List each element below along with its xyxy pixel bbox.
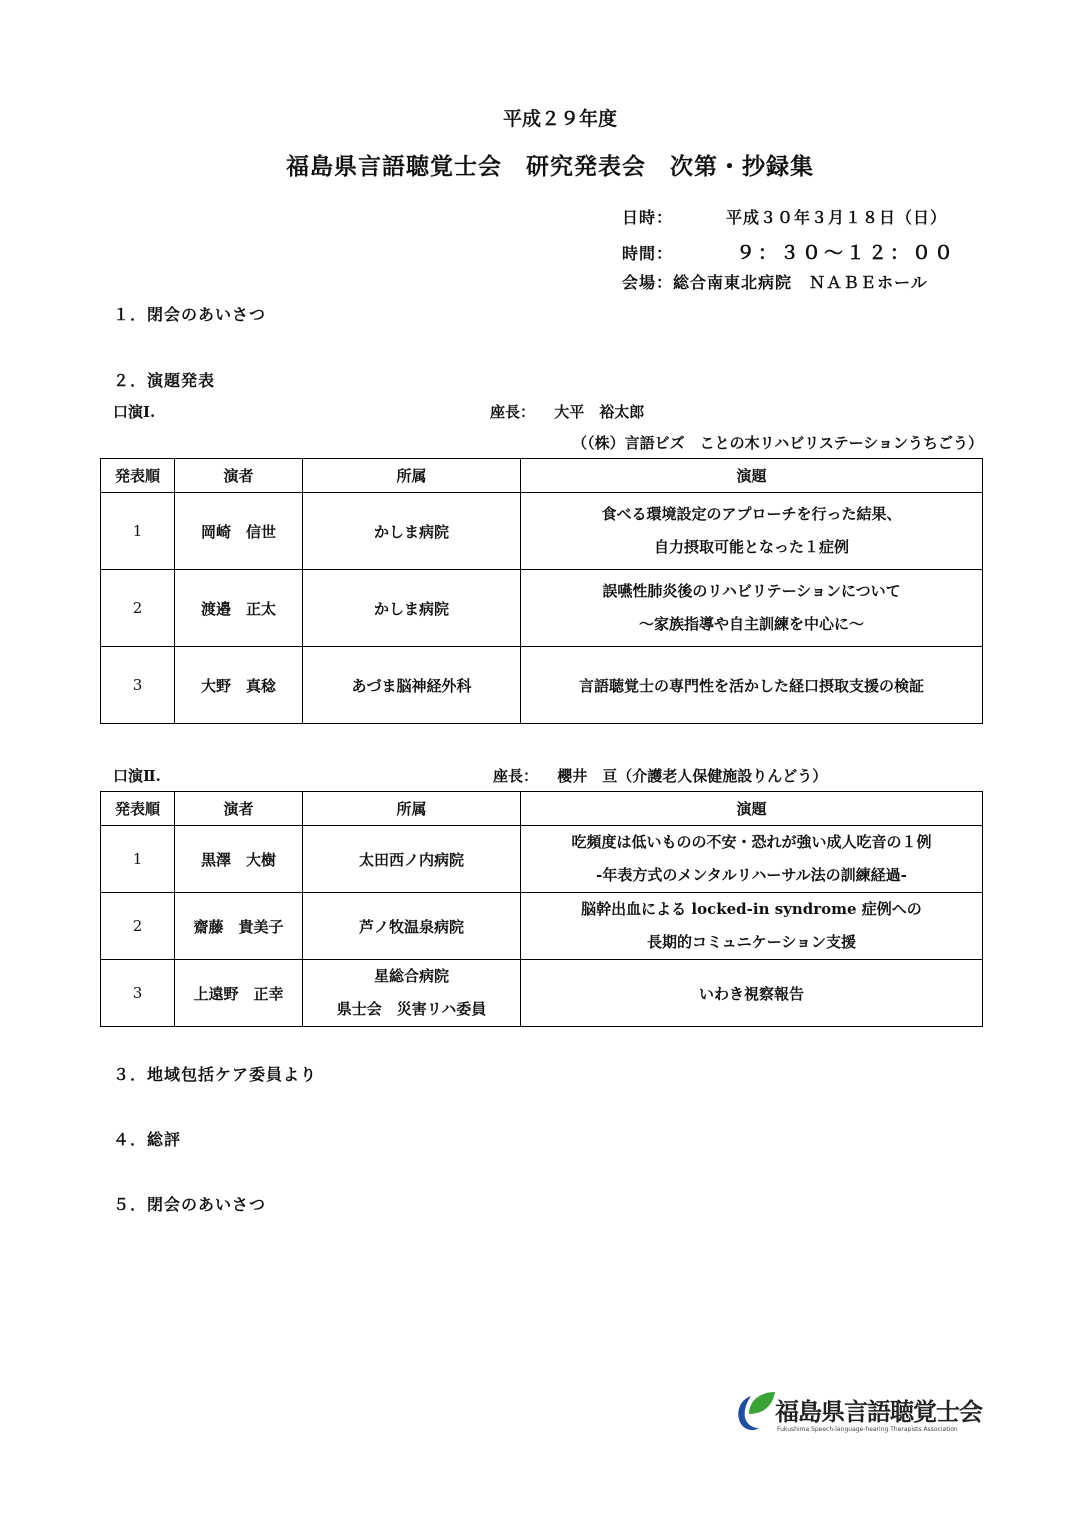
date-line (622, 205, 947, 228)
cell-affiliation: あづま脳神経外科 (303, 647, 521, 724)
cell-affiliation: 芦ノ牧温泉病院 (303, 893, 521, 960)
table-header-row (101, 792, 983, 826)
time-label: 時間： (622, 244, 674, 263)
time-line (622, 238, 956, 265)
leaf-icon (733, 1388, 777, 1434)
header-title: 演題 (521, 459, 983, 493)
association-logo (733, 1388, 993, 1438)
cell-title (521, 570, 983, 647)
session1-table (100, 458, 983, 724)
title-line: 誤嚥性肺炎後のリハビリテーションについて (602, 582, 901, 600)
table-row (101, 493, 983, 570)
fiscal-year: 平成２９年度 (502, 108, 617, 130)
venue-line (622, 270, 928, 293)
cell-order: 2 (101, 570, 175, 647)
cell-title (521, 493, 983, 570)
table-header-row (101, 459, 983, 493)
table-row (101, 570, 983, 647)
header-speaker: 演者 (175, 792, 303, 826)
title-line: 吃頻度は低いものの不安・恐れが強い成人吃音の１例 (571, 833, 932, 851)
session1-chair (490, 401, 644, 422)
cell-title: いわき視察報告 (521, 960, 983, 1027)
date-label: 日時： (622, 208, 674, 227)
logo-name: 福島県言語聴覚士会 (775, 1398, 982, 1426)
session1-label: 口演Ⅰ. (113, 403, 156, 421)
cell-order: 1 (101, 826, 175, 893)
table-row (101, 826, 983, 893)
cell-order: 1 (101, 493, 175, 570)
cell-speaker: 岡崎 信世 (175, 493, 303, 570)
section-opening: １．閉会のあいさつ (113, 305, 267, 324)
title-line: 自力摂取可能となった１症例 (653, 538, 849, 556)
session2-table (100, 791, 983, 1027)
cell-title (521, 893, 983, 960)
header-affiliation: 所属 (303, 792, 521, 826)
session2-label: 口演Ⅱ. (113, 767, 161, 785)
section-presentations: ２．演題発表 (113, 371, 216, 390)
title-line: -年表方式のメンタルリハーサル法の訓練経過- (596, 866, 907, 884)
cell-title (521, 826, 983, 893)
cell-affiliation: かしま病院 (303, 493, 521, 570)
header-speaker: 演者 (175, 459, 303, 493)
cell-affiliation (303, 960, 521, 1027)
cell-speaker: 黒澤 大樹 (175, 826, 303, 893)
cell-affiliation: かしま病院 (303, 570, 521, 647)
session1-chair-label: 座長： (490, 403, 536, 421)
header-order: 発表順 (101, 459, 175, 493)
header-order: 発表順 (101, 792, 175, 826)
cell-speaker: 齋藤 貴美子 (175, 893, 303, 960)
table-row (101, 960, 983, 1027)
cell-speaker: 大野 真稔 (175, 647, 303, 724)
session2-chair-label: 座長： (493, 767, 539, 785)
cell-speaker: 渡邉 正太 (175, 570, 303, 647)
cell-affiliation: 太田西ノ内病院 (303, 826, 521, 893)
cell-order: 3 (101, 960, 175, 1027)
session2-chair (493, 765, 827, 786)
session1-chair-name: 大平 裕太郎 (554, 403, 645, 421)
section-community-care: ３．地域包括ケア委員より (113, 1065, 318, 1084)
venue-label: 会場： (622, 273, 674, 292)
venue-value: 総合南東北病院 ＮＡＢＥホール (673, 273, 928, 292)
cell-order: 2 (101, 893, 175, 960)
affiliation-line: 県士会 災害リハ委員 (336, 1000, 487, 1018)
section-closing: ５．閉会のあいさつ (113, 1195, 267, 1214)
title-line: ～家族指導や自主訓練を中心に～ (638, 615, 864, 633)
table-row (101, 893, 983, 960)
cell-order: 3 (101, 647, 175, 724)
session1-chair-affiliation: （（株）言語ビズ ことの木リハビリステーションうちごう） (572, 434, 983, 452)
cell-title: 言語聴覚士の専門性を活かした経口摂取支援の検証 (521, 647, 983, 724)
time-value: ９：３０～１２：００ (736, 242, 957, 264)
title-line: 食べる環境設定のアプローチを行った結果、 (601, 505, 902, 523)
session2-chair-name: 櫻井 亘（介護老人保健施設りんどう） (557, 767, 828, 785)
affiliation-line: 星総合病院 (373, 967, 449, 985)
section-review: ４．総評 (113, 1130, 182, 1149)
header-title: 演題 (521, 792, 983, 826)
cell-speaker: 上遠野 正幸 (175, 960, 303, 1027)
title-line: 脳幹出血による locked-in syndrome 症例への (581, 900, 922, 918)
date-value: 平成３０年３月１８日（日） (726, 208, 948, 227)
document-title: 福島県言語聴覚士会 研究発表会 次第・抄録集 (286, 153, 814, 180)
table-row (101, 647, 983, 724)
header-affiliation: 所属 (303, 459, 521, 493)
title-line: 長期的コミュニケーション支援 (646, 933, 857, 951)
logo-english: Fukushima Speech-language-hearing Therapists Association (777, 1426, 958, 1433)
